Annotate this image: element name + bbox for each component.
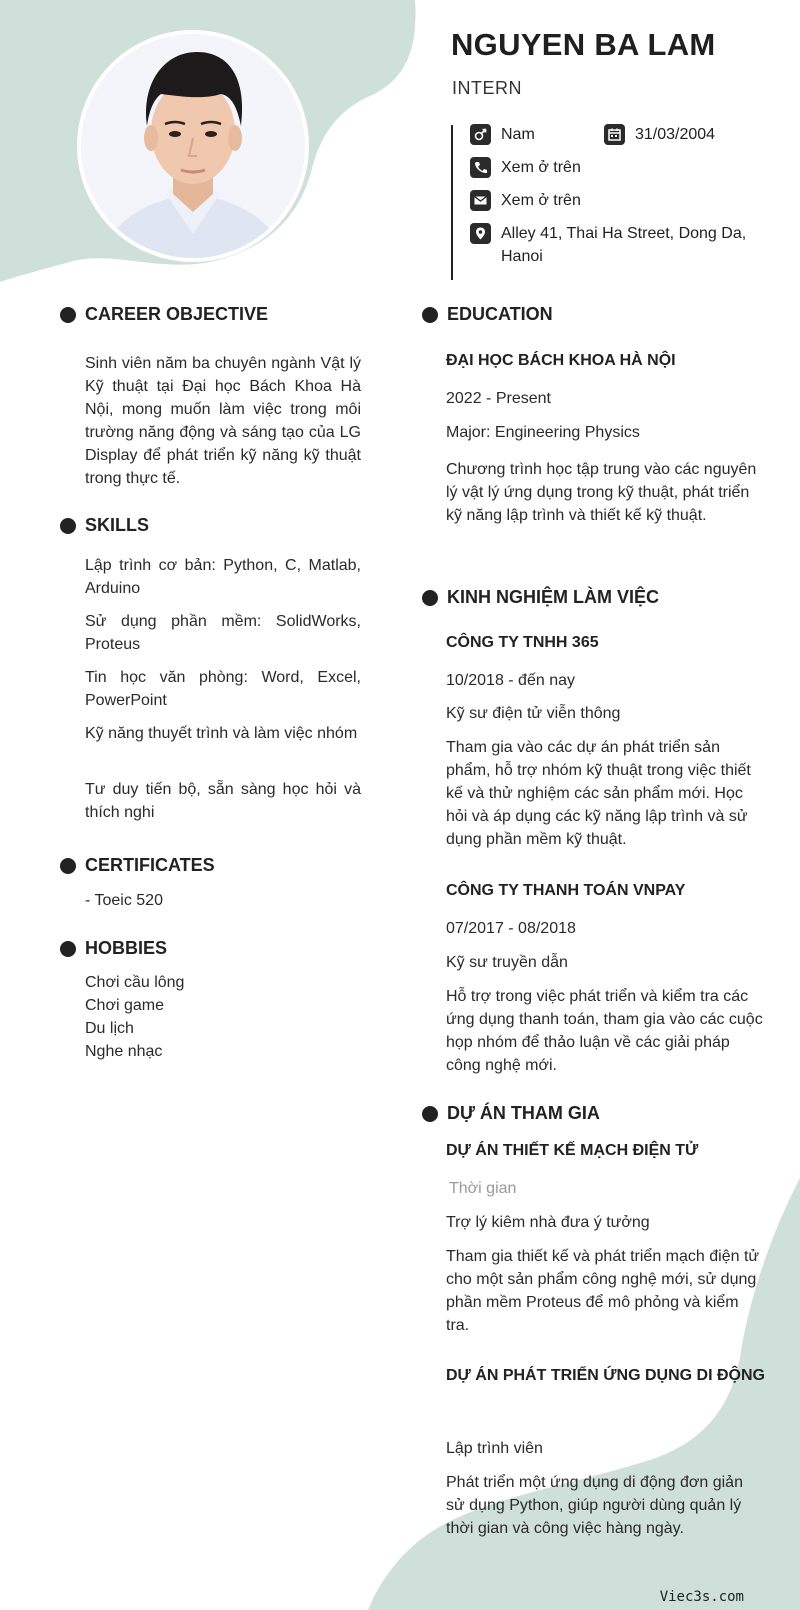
project-name: DỰ ÁN PHÁT TRIỂN ỨNG DỤNG DI ĐỘNG (446, 1367, 765, 1384)
address-row (470, 222, 760, 268)
project-role: Trợ lý kiêm nhà đưa ý tưởng (446, 1214, 650, 1231)
projects-heading: DỰ ÁN THAM GIA (422, 1103, 600, 1124)
education-major: Major: Engineering Physics (446, 424, 640, 441)
birthdate-row (604, 123, 715, 146)
education-period: 2022 - Present (446, 390, 551, 407)
skill-item: Kỹ năng thuyết trình và làm việc nhóm (85, 725, 358, 742)
gender-value: Nam (501, 126, 535, 143)
skill-item: Lập trình cơ bản: Python, C, Matlab, Arduino (85, 557, 361, 597)
calendar-icon (604, 124, 625, 145)
project-role: Lập trình viên (446, 1440, 543, 1457)
bullet-icon (60, 941, 76, 957)
certificate-item: - Toeic 520 (85, 892, 163, 909)
email-value: Xem ở trên (501, 192, 581, 209)
project-description: Phát triển một ứng dụng di động đơn giản sử dụng Python, giúp người dùng quản lý thời gian và công việc hàng ngày. (446, 1474, 743, 1537)
skill-item: Tin học văn phòng: Word, Excel, PowerPoint (85, 669, 361, 709)
experience-heading: KINH NGHIỆM LÀM VIỆC (422, 587, 659, 608)
bullet-icon (422, 307, 438, 323)
avatar-frame (77, 30, 309, 262)
phone-icon (470, 157, 491, 178)
gender-row (470, 123, 535, 146)
candidate-name: NGUYEN BA LAM (451, 27, 716, 62)
job-position: Kỹ sư điện tử viễn thông (446, 705, 621, 722)
job-company: CÔNG TY TNHH 365 (446, 634, 599, 651)
bullet-icon (60, 518, 76, 534)
email-row (470, 189, 581, 212)
bullet-icon (60, 307, 76, 323)
skill-item: Tư duy tiến bộ, sẵn sàng học hỏi và thích nghi (85, 781, 361, 821)
career-objective-heading: CAREER OBJECTIVE (60, 304, 268, 325)
hobby-item: Du lịch (85, 1020, 134, 1037)
project-description: Tham gia thiết kế và phát triển mạch điện tử cho một sản phẩm công nghệ mới, sử dụng phần mềm Proteus để mô phỏng và kiểm tra. (446, 1248, 760, 1334)
contact-divider (451, 125, 453, 280)
job-period: 07/2017 - 08/2018 (446, 920, 576, 937)
project-name: DỰ ÁN THIẾT KẾ MẠCH ĐIỆN TỬ (446, 1142, 699, 1159)
phone-row (470, 156, 581, 179)
hobbies-heading: HOBBIES (60, 938, 167, 959)
hobby-item: Nghe nhạc (85, 1043, 163, 1060)
certificates-heading: CERTIFICATES (60, 855, 215, 876)
hobby-item: Chơi game (85, 997, 164, 1014)
education-school: ĐẠI HỌC BÁCH KHOA HÀ NỘI (446, 352, 676, 369)
birthdate-value: 31/03/2004 (635, 126, 716, 143)
project-time: Thời gian (449, 1180, 517, 1197)
job-period: 10/2018 - đến nay (446, 672, 575, 689)
education-description: Chương trình học tập trung vào các nguyên lý vật lý ứng dụng trong kỹ thuật, phát triển kỹ năng lập trình và thiết kế kỹ thuật. (446, 461, 757, 524)
career-objective-text: Sinh viên năm ba chuyên ngành Vật lý Kỹ thuật tại Đại học Bách Khoa Hà Nội, mong muốn làm việc trong môi trường năng động và sáng tạo của LG Display để phát triển kỹ năng kỹ thuật trong thực tế. (85, 355, 361, 487)
candidate-title: INTERN (452, 78, 522, 98)
email-icon (470, 190, 491, 211)
job-description: Hỗ trợ trong việc phát triển và kiểm tra các ứng dụng thanh toán, tham gia vào các cuộc họp nhóm để thảo luận về các giải pháp công nghệ mới. (446, 988, 763, 1074)
job-company: CÔNG TY THANH TOÁN VNPAY (446, 882, 686, 899)
job-position: Kỹ sư truyền dẫn (446, 954, 568, 971)
bullet-icon (422, 590, 438, 606)
gender-icon (470, 124, 491, 145)
hobby-item: Chơi cầu lông (85, 974, 185, 991)
watermark: Viec3s.com (659, 1589, 744, 1605)
bullet-icon (60, 858, 76, 874)
job-description: Tham gia vào các dự án phát triển sản phẩm, hỗ trợ nhóm kỹ thuật trong việc thiết kế và thử nghiệm các sản phẩm mới. Học hỏi và áp dụng các kỹ năng lập trình và sử dụng phần mềm kỹ thuật. (446, 739, 751, 848)
skills-heading: SKILLS (60, 515, 149, 536)
skill-item: Sử dụng phần mềm: SolidWorks, Proteus (85, 613, 361, 653)
bullet-icon (422, 1106, 438, 1122)
education-heading: EDUCATION (422, 304, 553, 325)
phone-value: Xem ở trên (501, 159, 581, 176)
location-pin-icon (470, 223, 491, 244)
profile-photo (81, 34, 305, 258)
address-value: Alley 41, Thai Ha Street, Dong Da, Hanoi (501, 225, 747, 265)
avatar (81, 34, 305, 258)
